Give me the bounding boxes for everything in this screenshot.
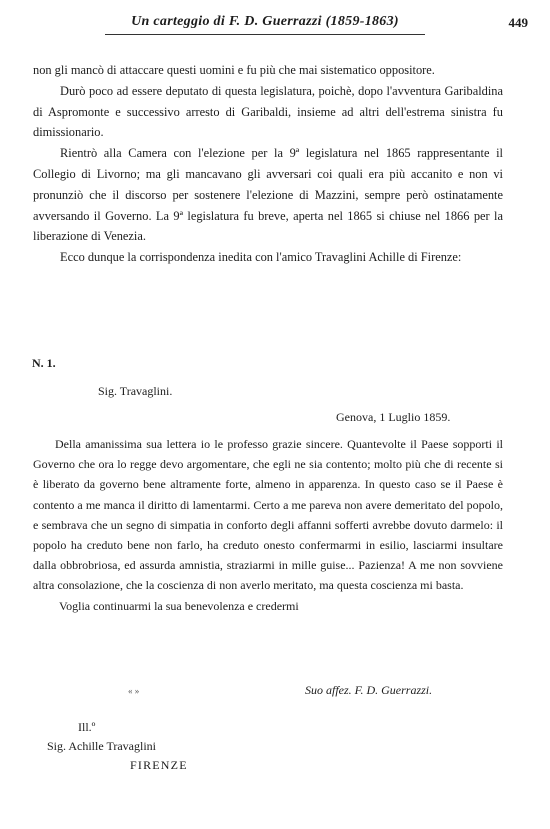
- running-head-title: Un carteggio di F. D. Guerrazzi (1859-1863): [131, 14, 399, 29]
- paragraph: Rientrò alla Camera con l'elezione per la 9ª legislatura nel 1865 rappresentante il Collegio di Livorno; ma gli mancavano gli avversari coi quali era più accanito e non vi pronunziò che il discorso per sostenere l'elezione di Mazzini, sempre però ostinatamente avversando il Governo. La 9ª legislatura fu breve, aperta nel 1865 si chiuse nel 1866 per la liberazione di Venezia.: [33, 146, 503, 244]
- address-honorific: Ill.º: [78, 720, 96, 734]
- letter-salutation: Sig. Travaglini.: [98, 384, 173, 398]
- page-number: 449: [508, 15, 528, 30]
- letter-paragraph: Della amanissima sua lettera io le professo grazie sincere. Quantevolte il Paese sopporti il Governo che ora lo regge devo argomentare, che egli ne sia contento; molto più che di recente si è liberato da governo bene altramente forte, almeno in apparenza. In questo caso se il Paese è contento a me manca il diritto di lamentarmi. Certo a me pareva non avere demeritato del popolo, e sembrava che un segno di simpatia in conforto degli affanni sofferti avrebbe dovuto darmelo: il popolo ha creduto bene non farlo, ha creduto onesto confermarmi in esilio, lasciarmi insultare dalla obbrobriosa, ed assurda amnistia, straziarmi in mille guise... Pazienza! A me non sovviene altra consolazione, che la coscienza di non averlo meritato, ma questa coscienza mi basta.: [33, 437, 503, 593]
- ornament-mark: « »: [128, 686, 140, 696]
- letter-dateline: Genova, 1 Luglio 1859.: [336, 410, 451, 424]
- letter-body: [33, 434, 503, 616]
- letter-signature: Suo affez. F. D. Guerrazzi.: [305, 683, 433, 697]
- letter-number: N. 1.: [32, 356, 56, 370]
- paragraph-continuation: non gli mancò di attaccare questi uomini e fu più che mai sistematico oppositore.: [33, 63, 435, 77]
- body-text: [33, 60, 503, 268]
- header-rule: [105, 34, 425, 35]
- paragraph: Durò poco ad essere deputato di questa legislatura, poichè, dopo l'avventura Garibaldina di Aspromonte e successivo arresto di Garibaldi, insieme ad altri dell'estrema sinistra fu dimissionario.: [33, 83, 503, 140]
- address-city: FIRENZE: [130, 758, 188, 772]
- letter-closing: Voglia continuarmi la sua benevolenza e credermi: [59, 598, 299, 613]
- running-head: [0, 14, 550, 36]
- paragraph: Ecco dunque la corrispondenza inedita con l'amico Travaglini Achille di Firenze:: [60, 250, 462, 265]
- address-recipient: Sig. Achille Travaglini: [47, 739, 157, 753]
